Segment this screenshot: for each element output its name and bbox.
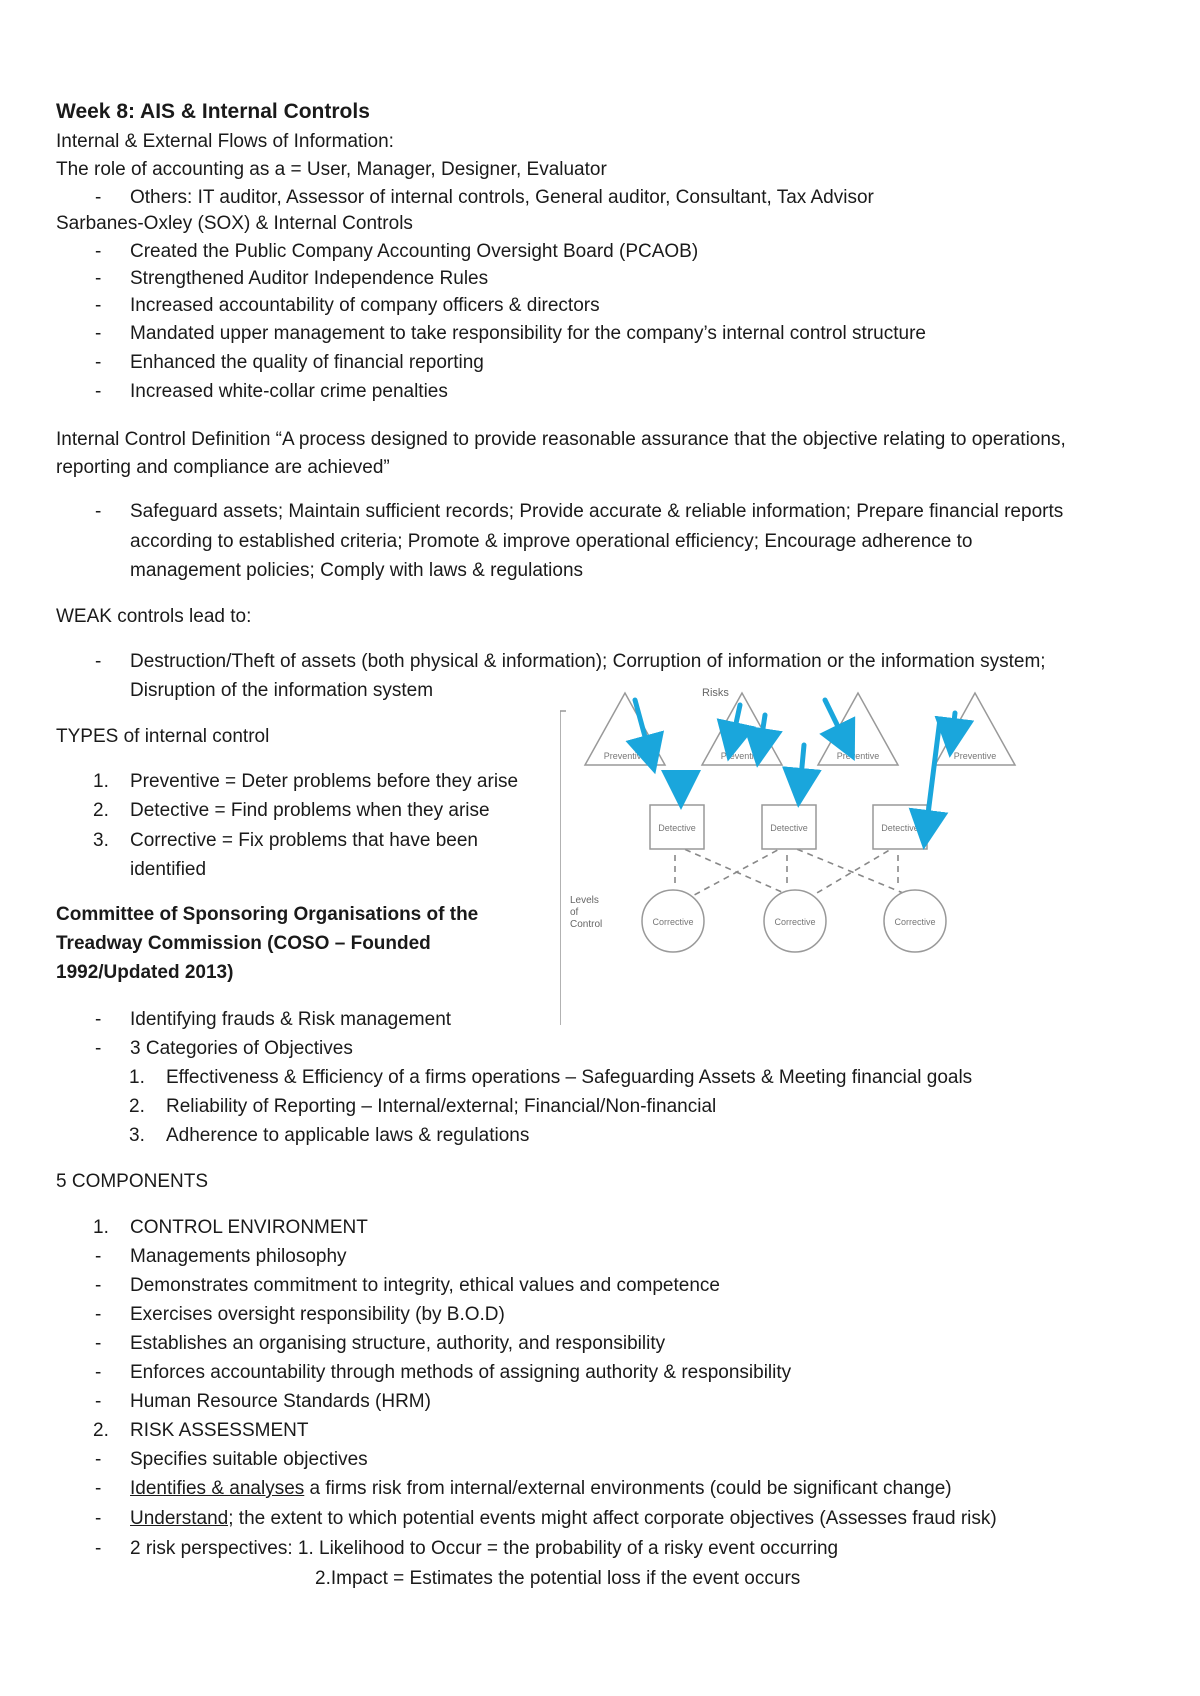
- levels-of-control-diagram: [560, 685, 1090, 1025]
- sox-heading: Sarbanes-Oxley (SOX) & Internal Controls: [56, 213, 413, 234]
- weak-bullet-line-1: Destruction/Theft of assets (both physical & information); Corruption of information or the information system;: [130, 651, 1046, 672]
- type-item: Detective = Find problems when they arise: [130, 800, 490, 821]
- levels-label: of: [570, 907, 579, 918]
- bullet-dash: -: [95, 1391, 102, 1412]
- bullet-dash: -: [95, 1038, 102, 1059]
- item-text: a firms risk from internal/external environments (could be significant change): [304, 1478, 952, 1499]
- preventive-triangle: [818, 693, 898, 765]
- sox-item: Created the Public Company Accounting Oversight Board (PCAOB): [130, 241, 699, 262]
- risks-label: Risks: [702, 687, 729, 699]
- list-number: 2.: [129, 1096, 145, 1117]
- levels-label: Levels: [570, 895, 599, 906]
- coso-heading-line-3: 1992/Updated 2013): [56, 962, 234, 983]
- type-item: Corrective = Fix problems that have been: [130, 830, 478, 851]
- coso-bullet: Identifying frauds & Risk management: [130, 1009, 452, 1030]
- component-item: Human Resource Standards (HRM): [130, 1391, 431, 1412]
- bullet-dash: -: [95, 501, 102, 522]
- objective-item: Reliability of Reporting – Internal/external; Financial/Non-financial: [166, 1096, 717, 1117]
- weak-heading: WEAK controls lead to:: [56, 606, 252, 627]
- list-number: 2.: [93, 800, 109, 821]
- bullet-dash: -: [95, 295, 102, 316]
- component-title: CONTROL ENVIRONMENT: [130, 1217, 368, 1238]
- component-item: Managements philosophy: [130, 1246, 347, 1267]
- bullet-dash: -: [95, 1508, 102, 1529]
- component-item-continued: 2.Impact = Estimates the potential loss if the event occurs: [315, 1568, 801, 1589]
- component-item: Specifies suitable objectives: [130, 1449, 368, 1470]
- corrective-circle: [764, 890, 826, 952]
- underlined-phrase: Identifies & analyses: [130, 1478, 305, 1499]
- bullet-dash: -: [95, 651, 102, 672]
- page-title: Week 8: AIS & Internal Controls: [56, 100, 370, 123]
- svg-text:Preventive: Preventive: [836, 751, 880, 761]
- ic-bullet-line-1: Safeguard assets; Maintain sufficient records; Provide accurate & reliable information; Prepare financial reports: [130, 501, 1064, 522]
- role-line: The role of accounting as a = User, Manager, Designer, Evaluator: [56, 159, 607, 180]
- svg-text:Preventive: Preventive: [720, 751, 764, 761]
- list-number: 3.: [93, 830, 109, 851]
- coso-heading-line-2: Treadway Commission (COSO – Founded: [56, 933, 431, 954]
- bullet-dash: -: [95, 187, 102, 208]
- list-number: 1.: [93, 1217, 109, 1238]
- svg-text:Corrective: Corrective: [652, 917, 694, 927]
- sox-item: Enhanced the quality of financial reporting: [130, 352, 484, 373]
- component-item: [130, 1477, 952, 1501]
- svg-text:Preventive: Preventive: [603, 751, 647, 761]
- component-item: 2 risk perspectives: 1. Likelihood to Occur = the probability of a risky event occurring: [130, 1538, 839, 1559]
- sox-item: Mandated upper management to take responsibility for the company’s internal control structure: [130, 323, 926, 344]
- flows-heading: Internal & External Flows of Information:: [56, 131, 394, 152]
- bullet-dash: -: [95, 1275, 102, 1296]
- preventive-triangle: [585, 693, 665, 765]
- objective-item: Effectiveness & Efficiency of a firms operations – Safeguarding Assets & Meeting financial goals: [166, 1067, 973, 1088]
- component-item: [130, 1507, 997, 1531]
- preventive-triangle: [935, 693, 1015, 765]
- list-number: 1.: [129, 1067, 145, 1088]
- levels-label: Control: [570, 919, 603, 930]
- types-heading: TYPES of internal control: [56, 726, 270, 747]
- coso-heading-line-1: Committee of Sponsoring Organisations of the: [56, 904, 479, 925]
- bullet-dash: -: [95, 1009, 102, 1030]
- svg-text:Preventive: Preventive: [953, 751, 997, 761]
- bullet-dash: -: [95, 1538, 102, 1559]
- ic-definition-line-2: reporting and compliance are achieved”: [56, 457, 390, 478]
- type-item: Preventive = Deter problems before they arise: [130, 771, 519, 792]
- type-item-continued: identified: [130, 859, 207, 880]
- detective-box: [873, 805, 927, 849]
- ic-definition-line-1: Internal Control Definition “A process designed to provide reasonable assurance that the objective relating to operations,: [56, 429, 1066, 450]
- svg-text:Detective: Detective: [658, 823, 696, 833]
- detective-box: [762, 805, 816, 849]
- bullet-dash: -: [95, 268, 102, 289]
- sox-item: Strengthened Auditor Independence Rules: [130, 268, 489, 289]
- list-number: 3.: [129, 1125, 145, 1146]
- coso-bullet: 3 Categories of Objectives: [130, 1038, 353, 1059]
- bullet-dash: -: [95, 1362, 102, 1383]
- svg-text:Corrective: Corrective: [774, 917, 816, 927]
- bullet-dash: -: [95, 241, 102, 262]
- item-text: the extent to which potential events might affect corporate objectives (Assesses fraud risk): [233, 1508, 997, 1529]
- list-number: 2.: [93, 1420, 109, 1441]
- component-item: Demonstrates commitment to integrity, ethical values and competence: [130, 1275, 720, 1296]
- detective-box: [650, 805, 704, 849]
- component-item: Establishes an organising structure, authority, and responsibility: [130, 1333, 666, 1354]
- levels-bracket: [560, 711, 566, 1025]
- underlined-phrase: Understand;: [130, 1508, 234, 1529]
- bullet-dash: -: [95, 352, 102, 373]
- components-heading: 5 COMPONENTS: [56, 1171, 209, 1192]
- component-item: Exercises oversight responsibility (by B.O.D): [130, 1304, 505, 1325]
- sox-item: Increased accountability of company officers & directors: [130, 295, 600, 316]
- bullet-dash: -: [95, 1478, 102, 1499]
- bullet-dash: -: [95, 1246, 102, 1267]
- others-line: Others: IT auditor, Assessor of internal controls, General auditor, Consultant, Tax Advisor: [130, 187, 874, 208]
- bullet-dash: -: [95, 381, 102, 402]
- bullet-dash: -: [95, 323, 102, 344]
- weak-bullet-line-2: Disruption of the information system: [130, 680, 434, 701]
- bullet-dash: -: [95, 1304, 102, 1325]
- bullet-dash: -: [95, 1333, 102, 1354]
- corrective-circle: [884, 890, 946, 952]
- svg-text:Corrective: Corrective: [894, 917, 936, 927]
- component-title: RISK ASSESSMENT: [130, 1420, 309, 1441]
- svg-text:Detective: Detective: [881, 823, 919, 833]
- list-number: 1.: [93, 771, 109, 792]
- ic-bullet-line-3: management policies; Comply with laws & regulations: [130, 560, 584, 581]
- sox-item: Increased white-collar crime penalties: [130, 381, 448, 402]
- bullet-dash: -: [95, 1449, 102, 1470]
- component-item: Enforces accountability through methods of assigning authority & responsibility: [130, 1362, 792, 1383]
- ic-bullet-line-2: according to established criteria; Promote & improve operational efficiency; Encourage adherence to: [130, 531, 973, 552]
- objective-item: Adherence to applicable laws & regulations: [166, 1125, 530, 1146]
- corrective-circle: [642, 890, 704, 952]
- svg-text:Detective: Detective: [770, 823, 808, 833]
